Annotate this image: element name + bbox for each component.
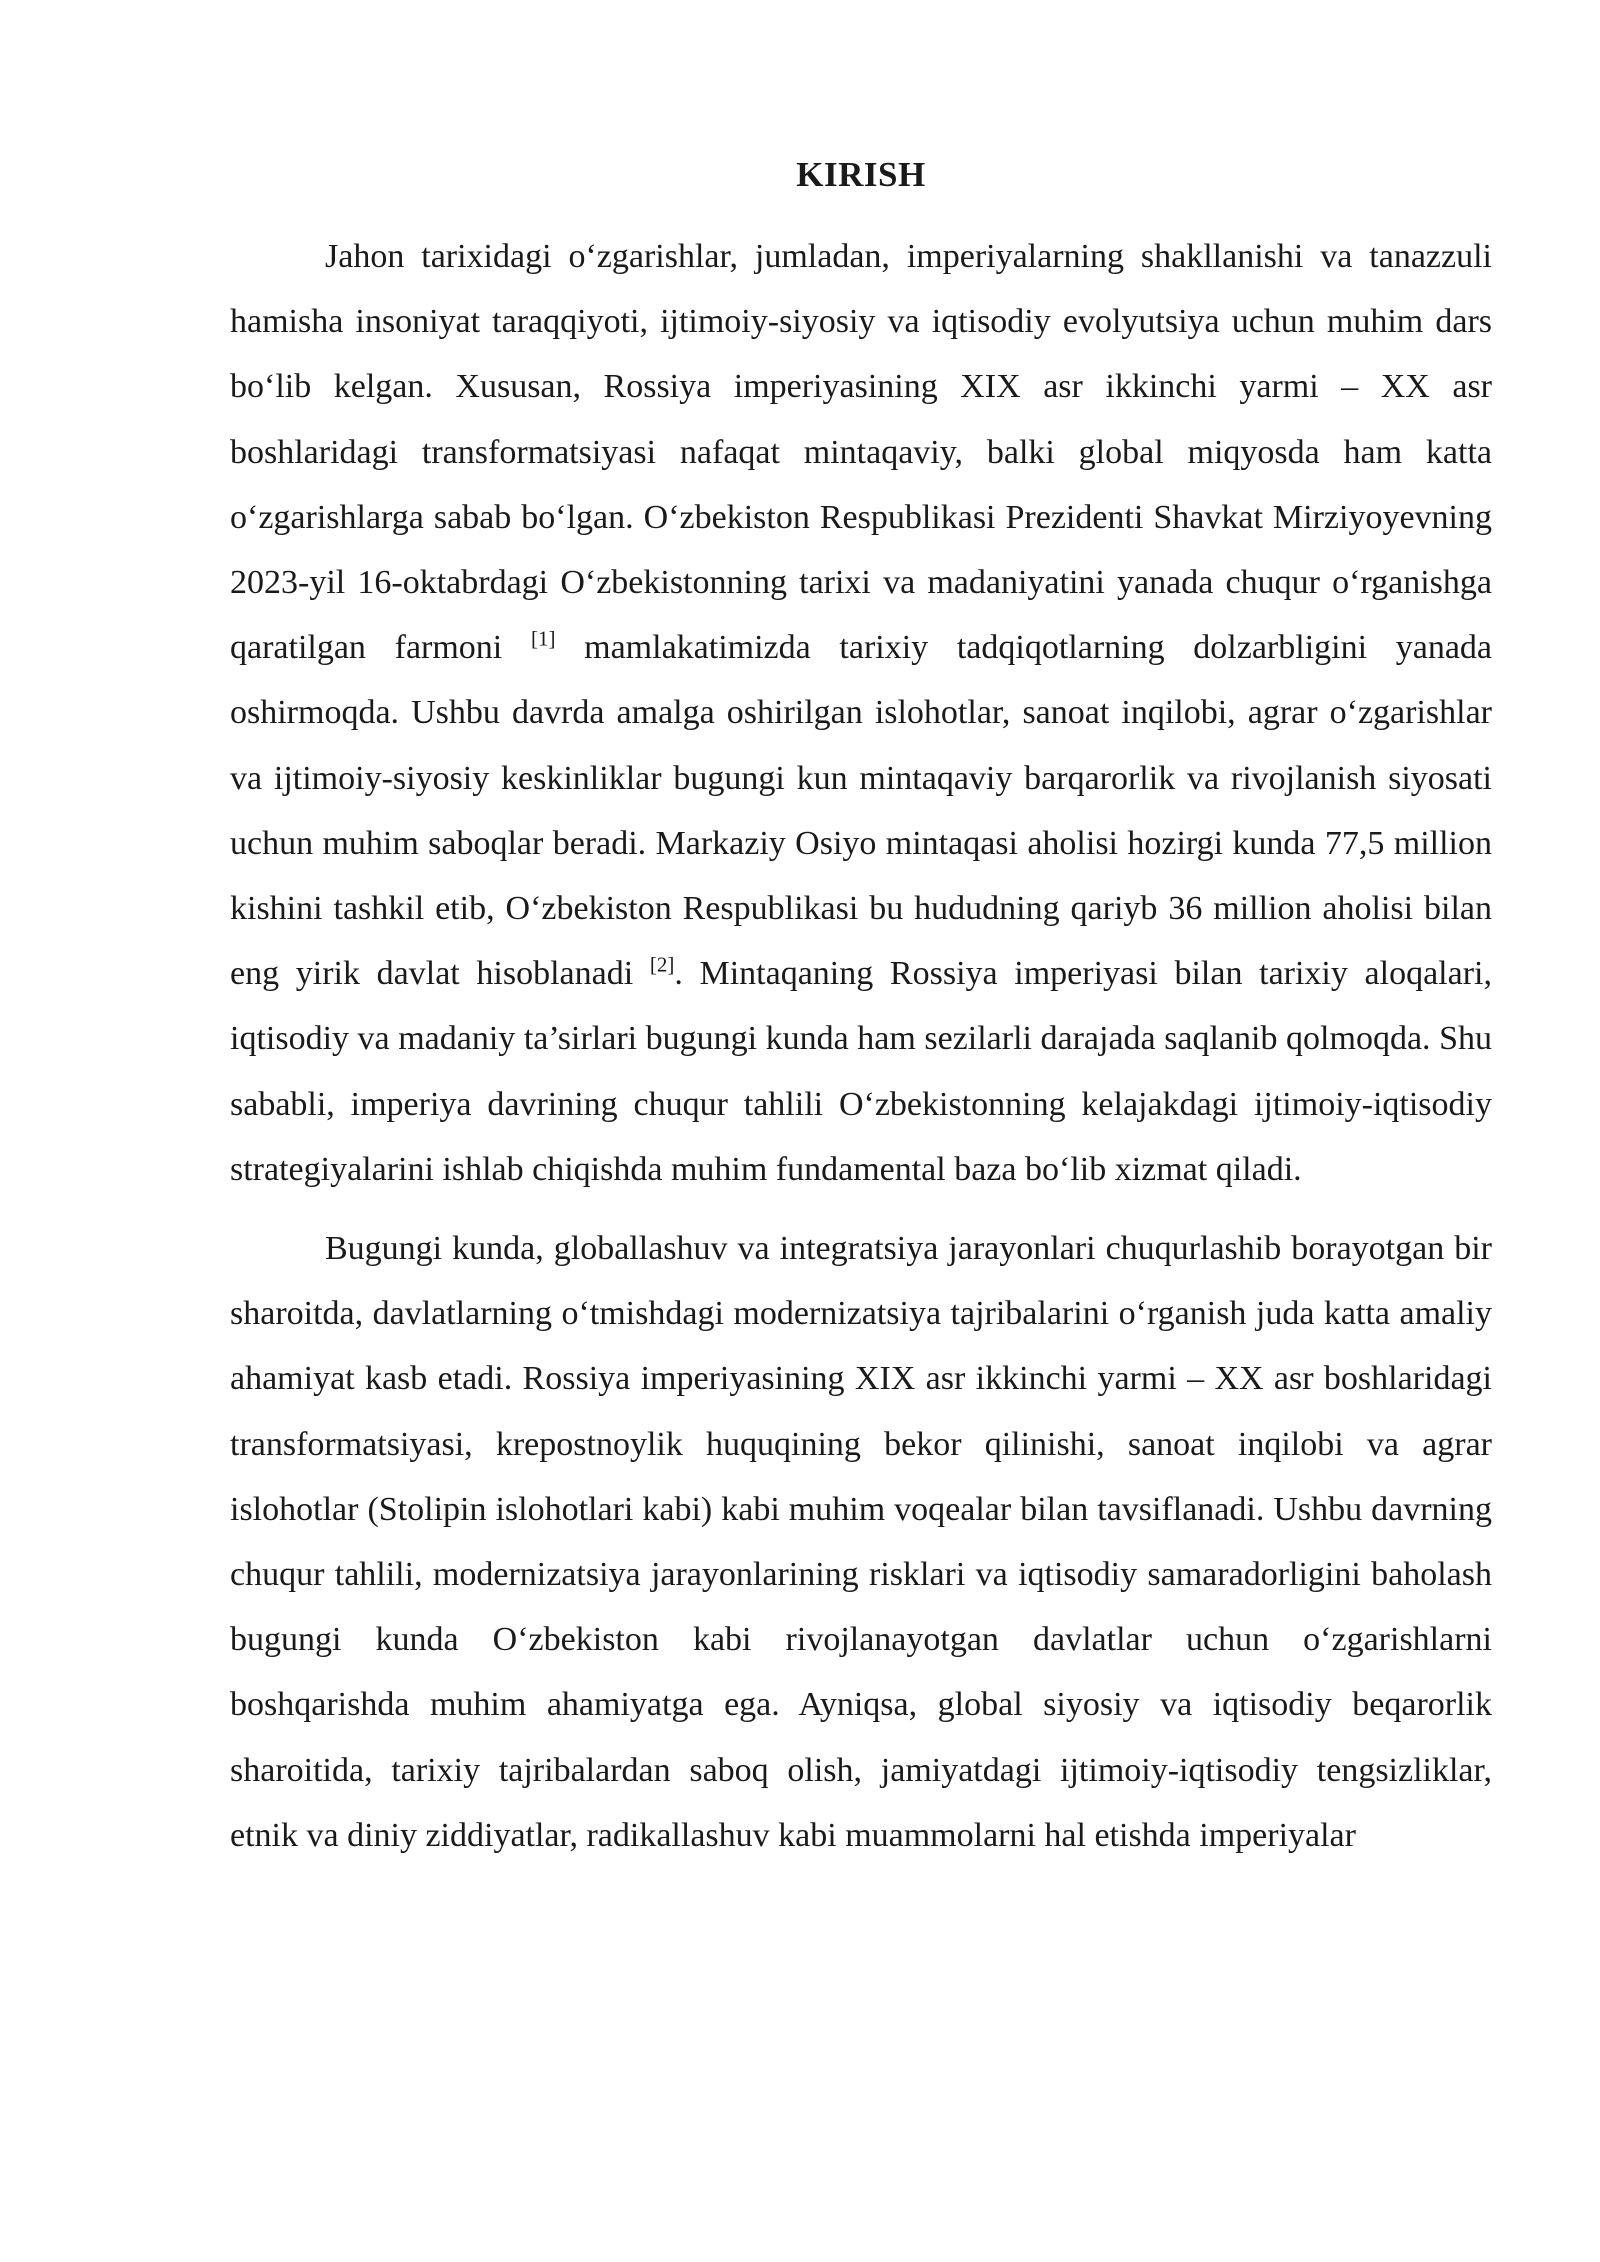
intro-paragraph-2: Bugungi kunda, globallashuv va integratsiya jarayonlari chuqurlashib borayotgan bir sharoitda, davlatlarning o‘tmishdagi modernizatsiya tajribalarini o‘rganish juda katta amaliy ahamiyat kasb etadi. Rossiya imperiyasining XIX asr ikkinchi yarmi – XX asr boshlaridagi transformatsiyasi, krepostnoylik huquqining bekor qilinishi, sanoat inqilobi va agrar islohotlar (Stolipin islohotlari kabi) kabi muhim voqealar bilan tavsiflanadi. Ushbu davrning chuqur tahlili, modernizatsiya jarayonlarining risklari va iqtisodiy samaradorligini baholash bugungi kunda O‘zbekiston kabi rivojlanayotgan davlatlar uchun o‘zgarishlarni boshqarishda muhim ahamiyatga ega. Ayniqsa, global siyosiy va iqtisodiy beqarorlik sharoitida, tarixiy tajribalardan saboq olish, jamiyatdagi ijtimoiy-iqtisodiy tengsizliklar, etnik va diniy ziddiyatlar, radikallashuv kabi muammolarni hal etishda imperiyalar — [230, 1230, 1492, 1854]
page-title: KIRISH — [796, 155, 926, 194]
paragraph-text: . Mintaqaning Rossiya imperiyasi bilan tarixiy aloqalari, iqtisodiy va madaniy ta’sirlari bugungi kunda ham sezilarli darajada saqlanib qolmoqda. Shu sababli, imperiya davrining chuqur tahlili O‘zbekistonning kelajakdagi ijtimoiy-iqtisodiy strategiyalarini ishlab chiqishda muhim fundamental baza bo‘lib xizmat qiladi. — [230, 955, 1492, 1188]
intro-paragraph-1 — [230, 224, 1492, 1202]
paragraph-text: mamlakatimizda tarixiy tadqiqotlarning dolzarbligini yanada oshirmoqda. Ushbu davrda amalga oshirilgan islohotlar, sanoat inqilobi, agrar o‘zgarishlar va ijtimoiy-siyosiy keskinliklar bugungi kun mintaqaviy barqarorlik va rivojlanish siyosati uchun muhim saboqlar beradi. Markaziy Osiyo mintaqasi aholisi hozirgi kunda 77,5 million kishini tashkil etib, O‘zbekiston Respublikasi bu hududning qariyb 36 million aholisi bilan eng yirik davlat hisoblanadi — [230, 629, 1492, 993]
footnote-reference-1[interactable]: [1] — [530, 626, 556, 651]
page-content — [230, 150, 1492, 1882]
footnote-reference-2[interactable]: [2] — [649, 952, 675, 977]
paragraph-text: Jahon tarixidagi o‘zgarishlar, jumladan, imperiyalarning shakllanishi va tanazzuli hamisha insoniyat taraqqiyoti, ijtimoiy-siyosiy va iqtisodiy evolyutsiya uchun muhim dars bo‘lib kelgan. Xususan, Rossiya imperiyasining XIX asr ikkinchi yarmi – XX asr boshlaridagi transformatsiyasi nafaqat mintaqaviy, balki global miqyosda ham katta o‘zgarishlarga sabab bo‘lgan. O‘zbekiston Respublikasi Prezidenti Shavkat Mirziyoyevning 2023-yil 16-oktabrdagi O‘zbekistonning tarixi va madaniyatini yanada chuqur o‘rganishga qaratilgan farmoni — [230, 238, 1492, 667]
